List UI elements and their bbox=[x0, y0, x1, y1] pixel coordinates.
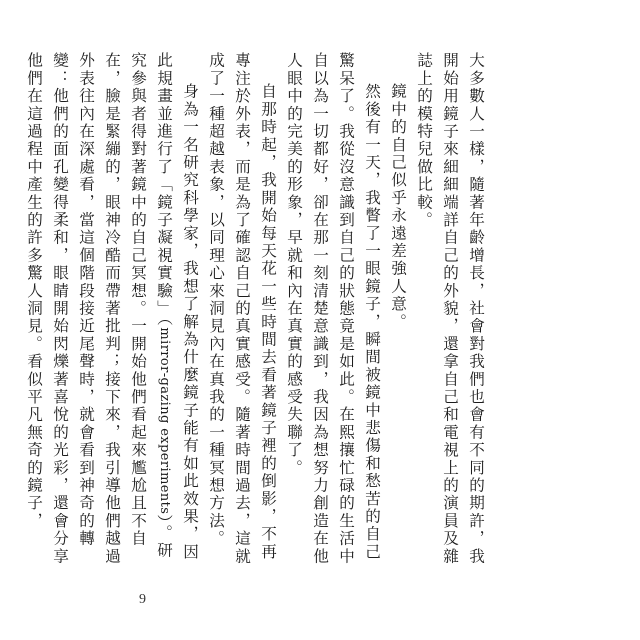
paragraph-1: 大多數人一樣，隨著年齡增長，社會對我們也會有不同的期許，我開始用鏡子來細細端詳自己的外貌，還拿自己和電視上的演員及雜誌上的模特兒做比較。 bbox=[415, 52, 485, 566]
paragraph-5 bbox=[21, 52, 203, 576]
paragraph-5-text-before: 身為一名研究科學家，我想了解為什麼鏡子能有如此效果，因此規畫並進行了「鏡子凝視實驗」（ bbox=[155, 52, 199, 562]
paragraph-4: 自那時起，我開始每天花一些時間去看著鏡子裡的倒影，不再專注於外表，而是為了確認自己的真實感受。隨著時間過去，這就成了一種超越表象，以同理心來洞見內在真我的一種冥想方法。 bbox=[207, 52, 277, 566]
paragraph-2: 鏡中的自己似乎永遠差強人意。 bbox=[389, 83, 407, 331]
paragraph-5-text-after: ）。研究參與者得對著鏡中的自己冥想。一開始他們看起來尷尬且不自在，臉是緊繃的，眼神冷酷而帶著批判；接下來，我引導他們越過外表往內在深處看，當這個階段接近尾聲時，就會看到神奇的轉變：他們的面孔變得柔和，眼睛開始閃爍著喜悅的光彩，還會分享他們在這過程中產生的許多驚人洞見。看似平凡無奇的鏡子， bbox=[25, 52, 173, 566]
paragraph-5-latin-term: mirror-gazing experiments bbox=[157, 327, 172, 515]
paragraph-3: 然後有一天，我瞥了一眼鏡子，瞬間被鏡中悲傷和愁苦的自己驚呆了。我從沒意識到自己的狀態竟是如此。在熙攘忙碌的生活中自以為一切都好，卻在那一刻清楚意識到，我因為想努力創造在他人眼中的完美的形象，早就和內在真實的感受失聯了。 bbox=[285, 52, 381, 566]
vertical-text-body bbox=[25, 52, 489, 576]
page-number: 9 bbox=[139, 592, 146, 607]
